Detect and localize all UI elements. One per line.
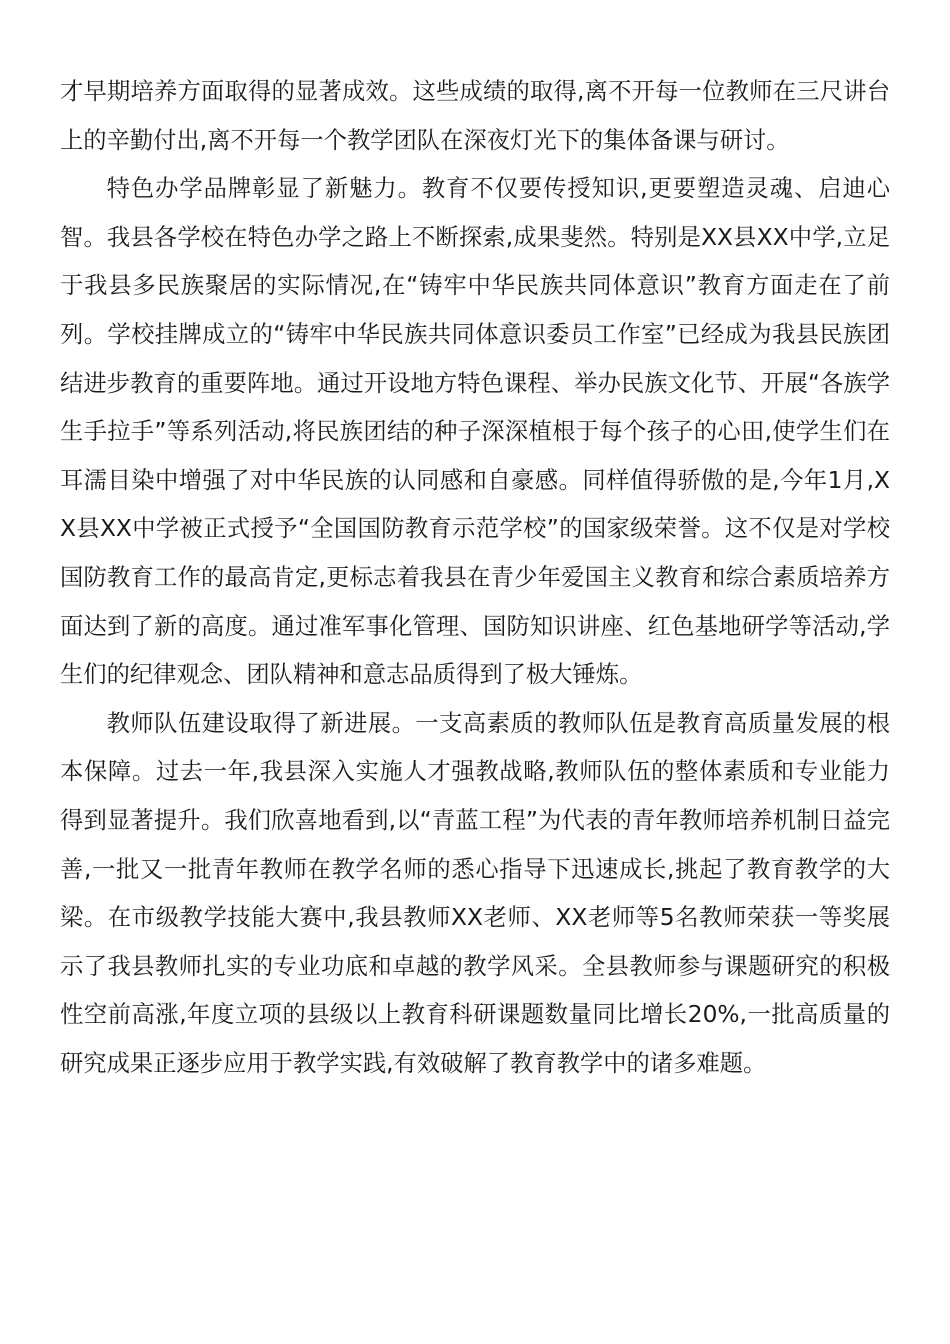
document-page xyxy=(60,68,890,1088)
paragraph-teacher-team-building: 教师队伍建设取得了新进展。一支高素质的教师队伍是教育高质量发展的根本保障。过去一年,我县深入实施人才强教战略,教师队伍的整体素质和专业能力得到显著提升。我们欣喜地看到,以“青蓝工程”为代表的青年教师培养机制日益完善,一批又一批青年教师在教学名师的悉心指导下迅速成长,挑起了教育教学的大梁。在市级教学技能大赛中,我县教师XX老师、XX老师等5名教师荣获一等奖展示了我县教师扎实的专业功底和卓越的教学风采。全县教师参与课题研究的积极性空前高涨,年度立项的县级以上教育科研课题数量同比增长20%,一批高质量的研究成果正逐步应用于教学实践,有效破解了教育教学中的诸多难题。 xyxy=(60,709,890,1077)
paragraph-continued: 才早期培养方面取得的显著成效。这些成绩的取得,离不开每一位教师在三尺讲台上的辛勤付出,离不开每一个教学团队在深夜灯光下的集体备课与研讨。 xyxy=(60,78,890,154)
paragraph-special-education-brand: 特色办学品牌彰显了新魅力。教育不仅要传授知识,更要塑造灵魂、启迪心智。我县各学校在特色办学之路上不断探索,成果斐然。特别是XX县XX中学,立足于我县多民族聚居的实际情况,在“铸牢中华民族共同体意识”教育方面走在了前列。学校挂牌成立的“铸牢中华民族共同体意识委员工作室”已经成为我县民族团结进步教育的重要阵地。通过开设地方特色课程、举办民族文化节、开展“各族学生手拉手”等系列活动,将民族团结的种子深深植根于每个孩子的心田,使学生们在耳濡目染中增强了对中华民族的认同感和自豪感。同样值得骄傲的是,今年1月,XX县XX中学被正式授予“全国国防教育示范学校”的国家级荣誉。这不仅是对学校国防教育工作的最高肯定,更标志着我县在青少年爱国主义教育和综合素质培养方面达到了新的高度。通过准军事化管理、国防知识讲座、红色基地研学等活动,学生们的纪律观念、团队精神和意志品质得到了极大锤炼。 xyxy=(60,175,890,689)
